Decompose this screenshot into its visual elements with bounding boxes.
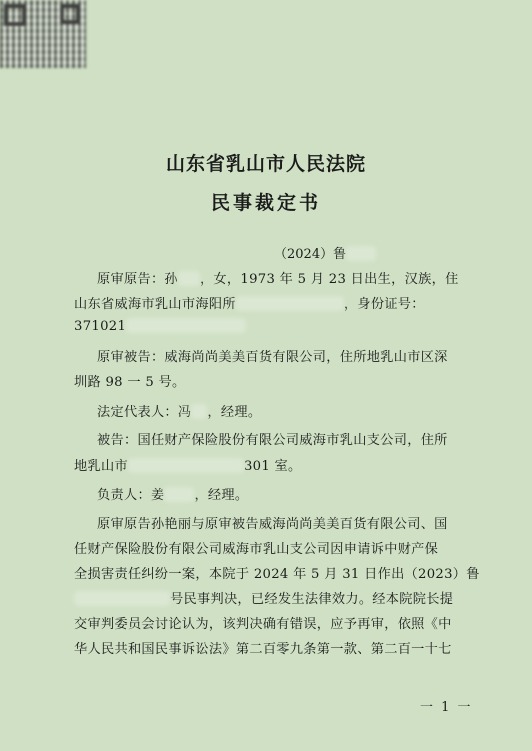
plaintiff-label: 原审原告：孙	[97, 272, 178, 287]
principal-line	[97, 484, 248, 503]
ruling-line-4	[74, 588, 453, 607]
plaintiff-id-prefix: 371021	[74, 319, 127, 334]
redacted-block	[164, 487, 194, 502]
redacted-block	[346, 246, 376, 261]
redacted-block	[178, 271, 200, 286]
ruling-line-5: 交审判委员会讨论认为，该判决确有错误，应予再审，依照《中	[74, 617, 452, 632]
plaintiff-line-2	[74, 293, 425, 312]
plaintiff-line-1	[97, 268, 459, 287]
redacted-block	[126, 318, 246, 333]
qr-code-icon	[0, 0, 86, 68]
insurer-address: 地乳山市	[74, 459, 128, 474]
page-number: 一 1 一	[420, 700, 473, 715]
court-title: 山东省乳山市人民法院	[165, 153, 366, 175]
defendant-line-2: 圳路 98 一 5 号。	[74, 375, 186, 390]
document-type-title: 民事裁定书	[210, 192, 321, 214]
ruling-line-4-text: 号民事判决，已经发生法律效力。经本院院长提	[170, 592, 454, 607]
redacted-block	[74, 591, 170, 606]
insurer-room: 301 室。	[243, 459, 302, 474]
ruling-line-2: 任财产保险股份有限公司威海市乳山支公司因申请诉中财产保	[74, 542, 439, 557]
plaintiff-details: ，女，1973 年 5 月 23 日出生，汉族，住	[199, 272, 459, 287]
case-number-text: （2024）鲁	[274, 247, 347, 262]
plaintiff-line-3	[74, 318, 246, 334]
plaintiff-address: 山东省威海市乳山市海阳所	[74, 297, 236, 312]
plaintiff-id-label: ，身份证号：	[343, 297, 425, 312]
insurer-line-1: 被告：国任财产保险股份有限公司威海市乳山支公司，住所	[97, 433, 448, 448]
ruling-line-1: 原审原告孙艳丽与原审被告威海尚尚美美百货有限公司、国	[97, 517, 448, 532]
insurer-line-2	[74, 455, 302, 474]
legal-rep-line	[97, 401, 261, 420]
principal-title: ，经理。	[194, 488, 249, 503]
legal-rep-label: 法定代表人：冯	[97, 405, 192, 420]
defendant-line-1: 原审被告：威海尚尚美美百货有限公司，住所地乳山市区深	[97, 350, 448, 365]
ruling-line-3: 全损害责任纠纷一案，本院于 2024 年 5 月 31 日作出（2023）鲁	[74, 567, 480, 582]
redacted-block	[128, 458, 244, 473]
redacted-block	[236, 296, 344, 311]
ruling-line-6: 华人民共和国民事诉讼法》第二百零九条第一款、第二百一十七	[74, 642, 452, 657]
principal-label: 负责人：姜	[97, 488, 165, 503]
redacted-block	[191, 404, 207, 419]
case-number	[274, 243, 376, 262]
legal-rep-title: ，经理。	[207, 405, 262, 420]
